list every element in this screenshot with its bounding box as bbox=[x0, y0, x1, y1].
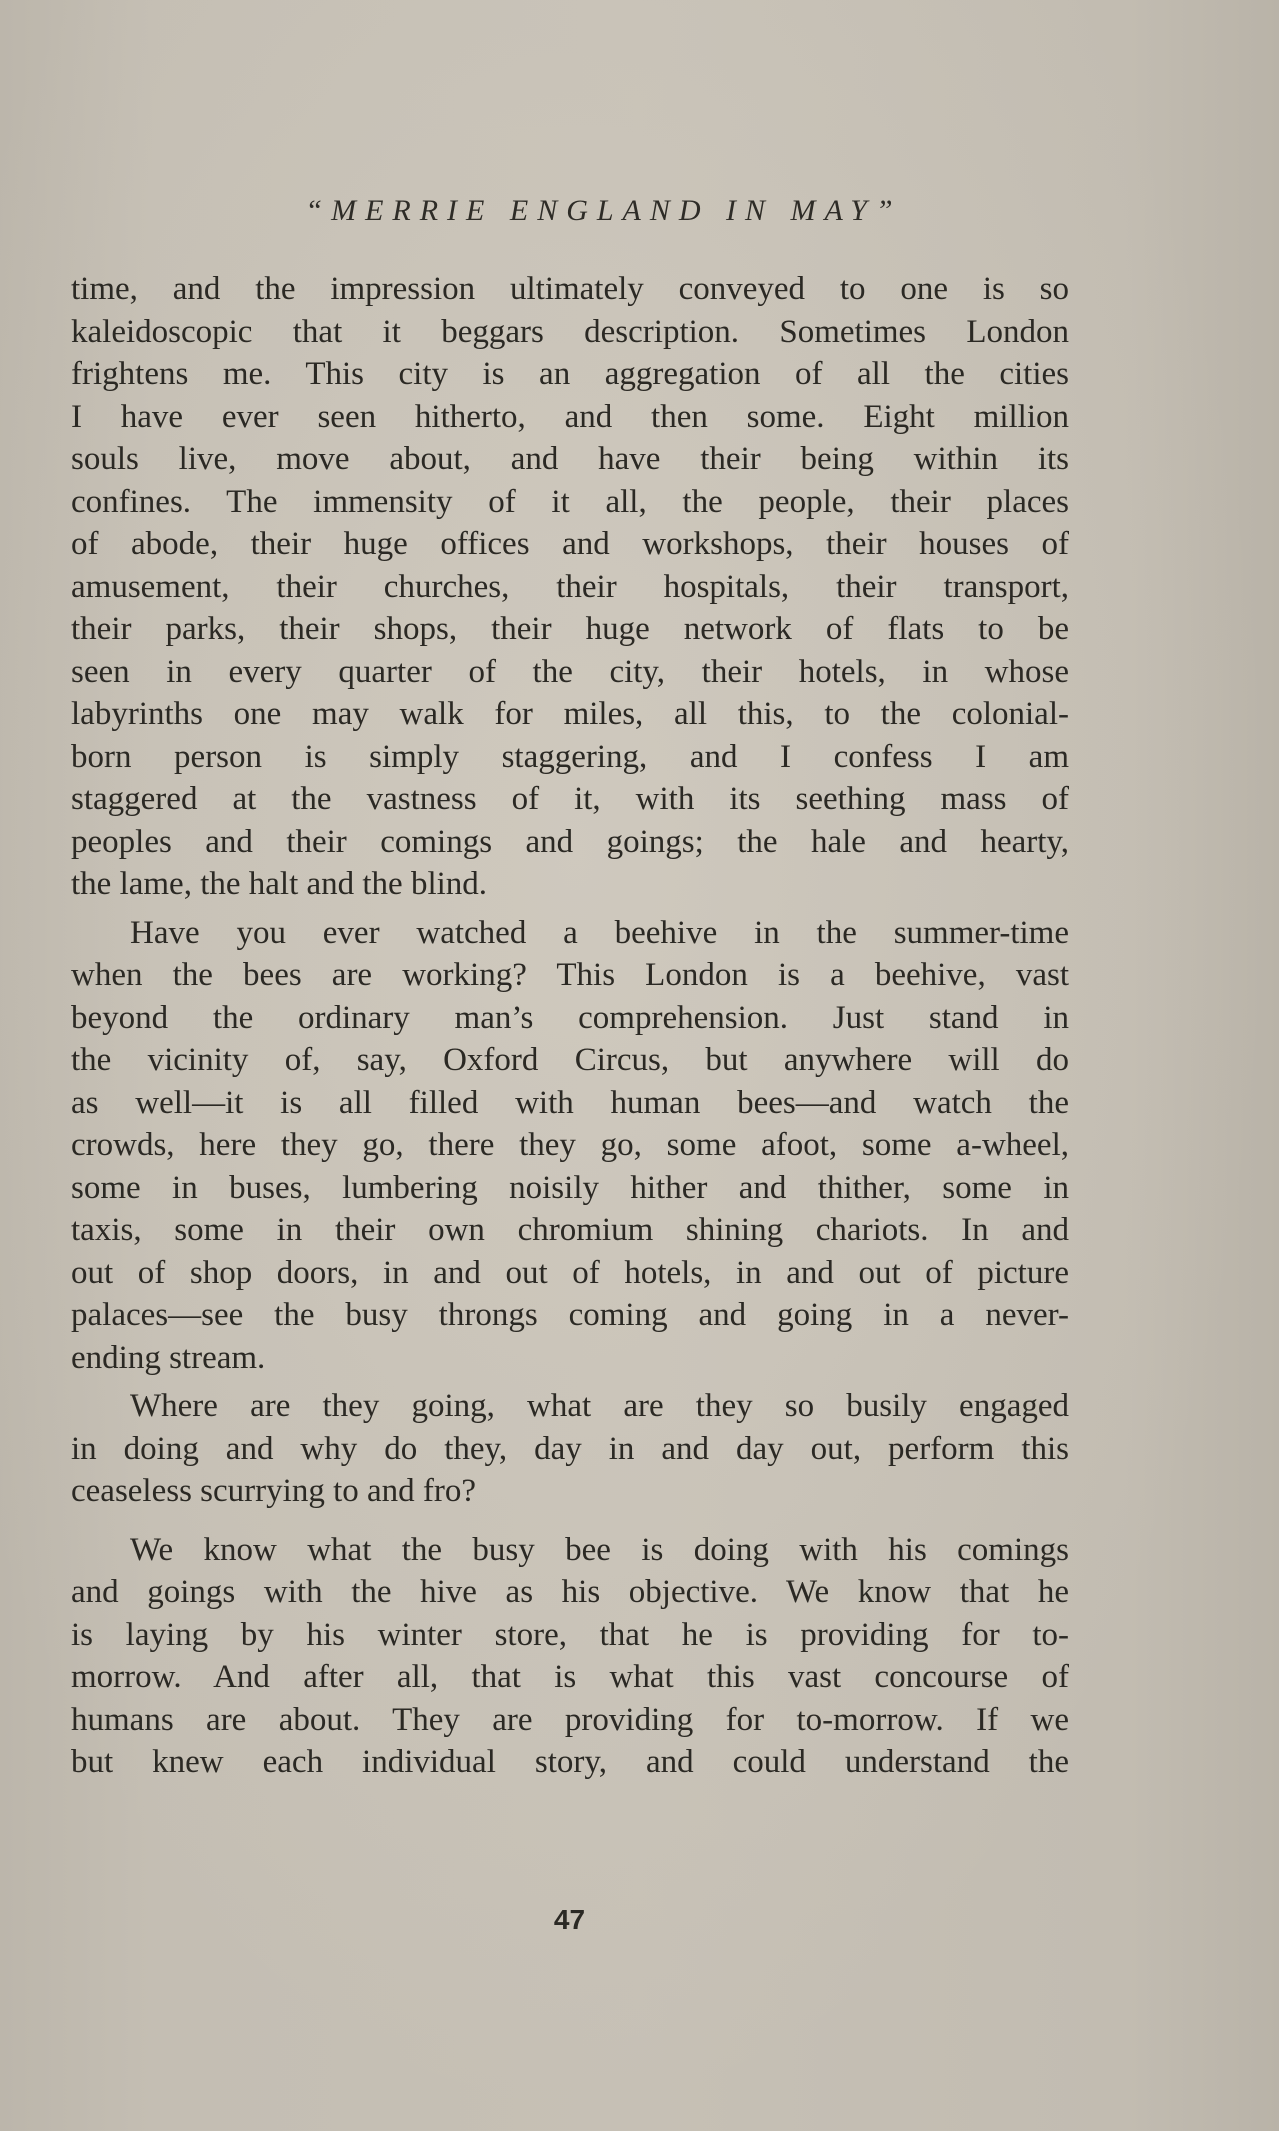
text-line: crowds, here they go, there they go, some afoot, some a-wheel, bbox=[71, 1127, 1069, 1163]
text-line: when the bees are working? This London is a beehive, vast bbox=[71, 957, 1069, 993]
text-line: confines. The immensity of it all, the people, their places bbox=[71, 483, 1069, 520]
text-line: labyrinths one may walk for miles, all this, to the colonial- bbox=[71, 696, 1069, 732]
text-line: frightens me. This city is an aggregation of all the cities bbox=[71, 356, 1069, 392]
text-line: staggered at the vastness of it, with its seething mass of bbox=[71, 781, 1069, 817]
text-line: seen in every quarter of the city, their hotels, in whose bbox=[71, 653, 1069, 690]
text-line: souls live, move about, and have their being within its bbox=[71, 441, 1069, 477]
text-line: the vicinity of, say, Oxford Circus, but anywhere will do bbox=[71, 1042, 1069, 1078]
paragraph-2 bbox=[71, 912, 1069, 1380]
text-line: We know what the busy bee is doing with his comings bbox=[130, 1531, 1069, 1568]
text-line: born person is simply staggering, and I confess I am bbox=[71, 738, 1069, 775]
text-line: kaleidoscopic that it beggars description. Sometimes London bbox=[71, 313, 1069, 350]
text-line: time, and the impression ultimately conveyed to one is so bbox=[71, 271, 1069, 307]
text-line: is laying by his winter store, that he is providing for to- bbox=[71, 1616, 1069, 1653]
text-line: their parks, their shops, their huge network of flats to be bbox=[71, 611, 1069, 647]
text-line: Where are they going, what are they so busily engaged bbox=[130, 1388, 1069, 1424]
text-line: morrow. And after all, that is what this vast concourse of bbox=[71, 1659, 1069, 1695]
paragraph-4 bbox=[71, 1529, 1069, 1784]
text-line: of abode, their huge offices and workshops, their houses of bbox=[71, 526, 1069, 562]
body-text bbox=[71, 268, 1069, 1784]
page-number: 47 bbox=[553, 1904, 586, 1935]
text-line: beyond the ordinary man’s comprehension. Just stand in bbox=[71, 999, 1069, 1036]
text-line: ending stream. bbox=[71, 1339, 266, 1376]
text-line: Have you ever watched a beehive in the summer-time bbox=[130, 914, 1069, 951]
text-line: and goings with the hive as his objective. We know that he bbox=[71, 1574, 1069, 1610]
paragraph-1 bbox=[71, 268, 1069, 906]
text-line: out of shop doors, in and out of hotels, in and out of picture bbox=[71, 1254, 1069, 1291]
text-line: in doing and why do they, day in and day out, perform this bbox=[71, 1430, 1069, 1467]
text-line: the lame, the halt and the blind. bbox=[71, 866, 488, 902]
paragraph-3 bbox=[71, 1385, 1069, 1513]
text-line: ceaseless scurrying to and fro? bbox=[71, 1473, 477, 1509]
text-line: palaces—see the busy throngs coming and going in a never- bbox=[71, 1297, 1069, 1333]
text-line: some in buses, lumbering noisily hither and thither, some in bbox=[71, 1169, 1069, 1206]
text-line: peoples and their comings and goings; the hale and hearty, bbox=[71, 823, 1069, 860]
text-line: amusement, their churches, their hospitals, their transport, bbox=[71, 568, 1069, 605]
text-line: taxis, some in their own chromium shining chariots. In and bbox=[71, 1212, 1069, 1248]
text-line: humans are about. They are providing for to-morrow. If we bbox=[71, 1701, 1069, 1738]
text-line: I have ever seen hitherto, and then some. Eight million bbox=[71, 398, 1069, 435]
text-line: as well—it is all filled with human bees—and watch the bbox=[71, 1084, 1069, 1121]
running-head: “MERRIE ENGLAND IN MAY” bbox=[305, 194, 902, 227]
text-line: but knew each individual story, and could understand the bbox=[71, 1744, 1069, 1780]
